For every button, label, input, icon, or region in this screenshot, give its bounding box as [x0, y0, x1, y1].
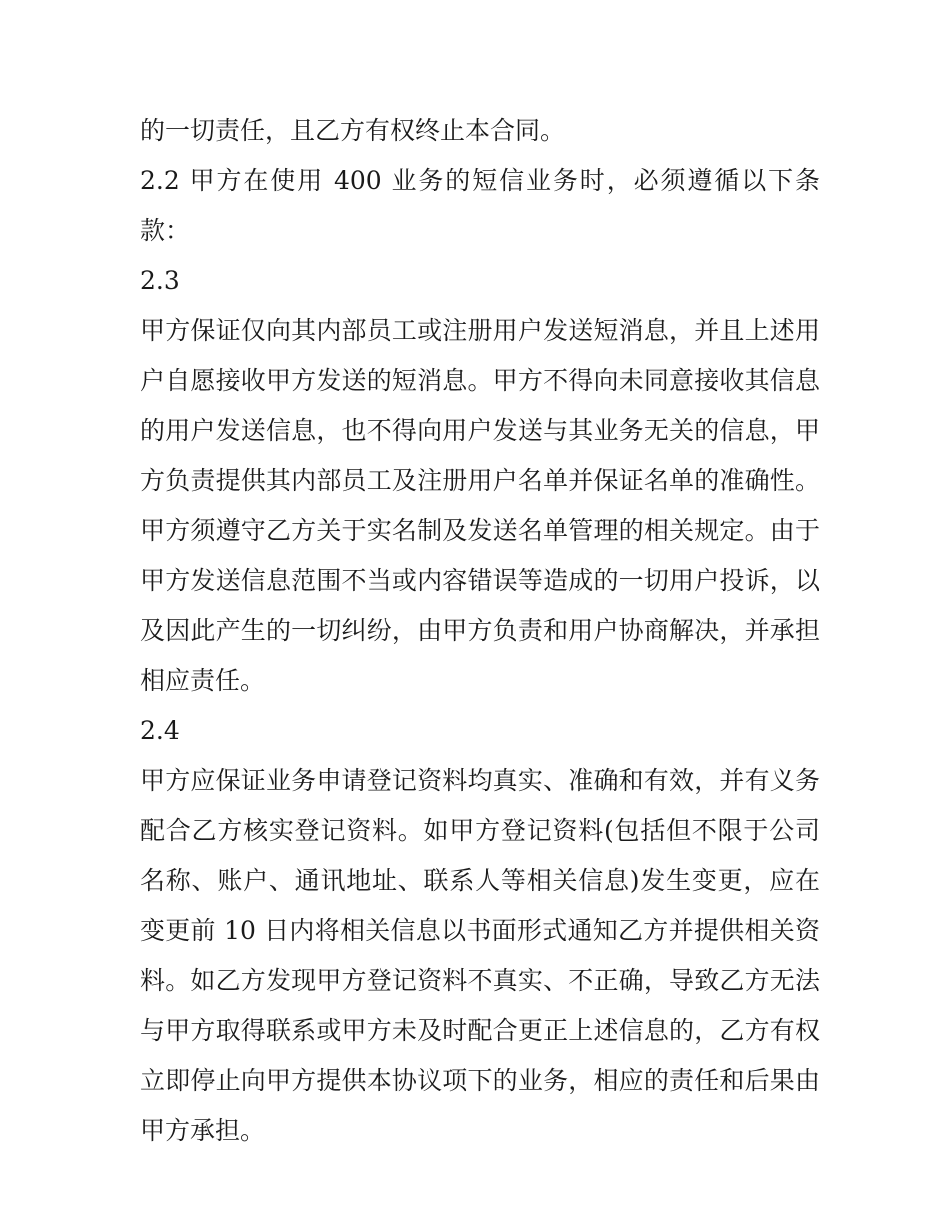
paragraph-continuation: 的一切责任，且乙方有权终止本合同。	[140, 116, 566, 145]
clause-2-3-body: 甲方保证仅向其内部员工或注册用户发送短消息，并且上述用户自愿接收甲方发送的短消息。甲方不得向未同意接收其信息的用户发送信息，也不得向用户发送与其业务无关的信息，甲方负责提供其内部员工及注册用户名单并保证名单的准确性。甲方须遵守乙方关于实名制及发送名单管理的相关规定。由于甲方发送信息范围不当或内容错误等造成的一切用户投诉，以及因此产生的一切纠纷，由甲方负责和用户协商解决，并承担相应责任。	[140, 316, 820, 695]
clause-2-2: 2.2 甲方在使用 400 业务的短信业务时，必须遵循以下条款：	[140, 166, 820, 245]
clause-2-4-heading: 2.4	[140, 716, 180, 745]
clause-2-3-heading: 2.3	[140, 266, 180, 295]
clause-2-4-body: 甲方应保证业务申请登记资料均真实、准确和有效，并有义务配合乙方核实登记资料。如甲方登记资料(包括但不限于公司名称、账户、通讯地址、联系人等相关信息)发生变更，应在变更前 10 日内将相关信息以书面形式通知乙方并提供相关资料。如乙方发现甲方登记资料不真实、不正确，导致乙方无法与甲方取得联系或甲方未及时配合更正上述信息的，乙方有权立即停止向甲方提供本协议项下的业务，相应的责任和后果由甲方承担。	[140, 766, 820, 1145]
document-body	[140, 106, 820, 1156]
